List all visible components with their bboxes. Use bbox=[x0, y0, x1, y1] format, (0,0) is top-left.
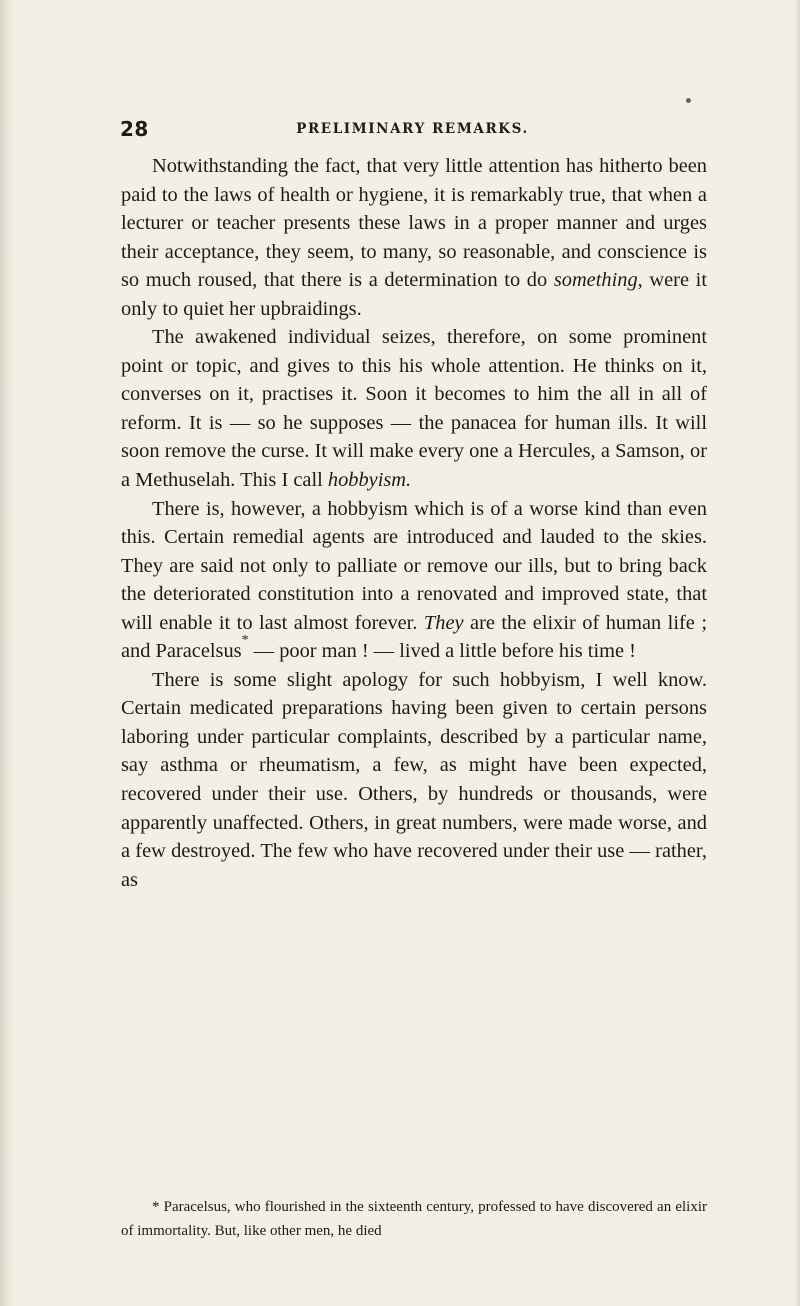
paragraph-1 bbox=[121, 152, 707, 323]
paragraph-2-text: The awakened individual seizes, therefore, on some prominent point or topic, and gives to this his whole attention. He thinks on it, converses on it, practises it. Soon it becomes to him the all in all of reform. It is — so he supposes — the panacea for human ills. It will soon remove the curse. It will make every one a Hercules, a Samson, or a Methuselah. This I call bbox=[121, 326, 707, 492]
paragraph-3-end: — poor man ! — lived a little before his time ! bbox=[248, 640, 636, 663]
paragraph-1-end: , were it only to quiet her upbraidings. bbox=[121, 269, 707, 320]
footnote-text: * Paracelsus, who flourished in the sixteenth century, professed to have discovered an elixir of immortality. But, like other men, he died bbox=[121, 1199, 707, 1239]
paragraph-1-emphasis: something bbox=[553, 269, 638, 292]
paragraph-3-text: There is, however, a hobbyism which is of a worse kind than even this. Certain remedial agents are introduced and lauded to the skies. They are said not only to palliate or remove our ills, but to bring back the deteriorated constitution into a renovated and improved state, that will enable it to last almost forever. bbox=[121, 497, 707, 634]
paragraph-4-text: There is some slight apology for such hobbyism, I well know. Certain medicated preparations having been given to certain persons laboring under particular complaints, described by a particular name, say asthma or rheumatism, a few, as might have been expected, recovered under their use. Others, by hundreds or thousands, were apparently unaffected. Others, in great numbers, were made worse, and a few destroyed. The few who have recovered under their use — rather, as bbox=[121, 668, 707, 891]
paragraph-1-text: Notwithstanding the fact, that very little attention has hitherto been paid to the laws of health or hygiene, it is remarkably true, that when a lecturer or teacher presents these laws in a proper manner and urges their acceptance, they seem, to many, so reasonable, and conscience is so much roused, that there is a determination to do bbox=[121, 155, 707, 292]
running-head: PRELIMINARY REMARKS. bbox=[296, 121, 529, 137]
paragraph-3-mid: are the elixir of human life ; and Paracelsus bbox=[121, 611, 707, 663]
page-header bbox=[120, 117, 705, 147]
paragraph-3 bbox=[121, 495, 707, 666]
footnote bbox=[121, 1195, 707, 1243]
ink-speck bbox=[686, 98, 691, 103]
paragraph-2-emphasis: hobbyism. bbox=[327, 469, 412, 492]
paragraph-4 bbox=[121, 666, 707, 894]
body-text bbox=[121, 152, 707, 894]
page-number: 28 bbox=[120, 117, 149, 141]
footnote-marker: * bbox=[241, 633, 249, 649]
paragraph-3-emphasis: They bbox=[423, 611, 464, 634]
paragraph-2 bbox=[121, 323, 707, 494]
